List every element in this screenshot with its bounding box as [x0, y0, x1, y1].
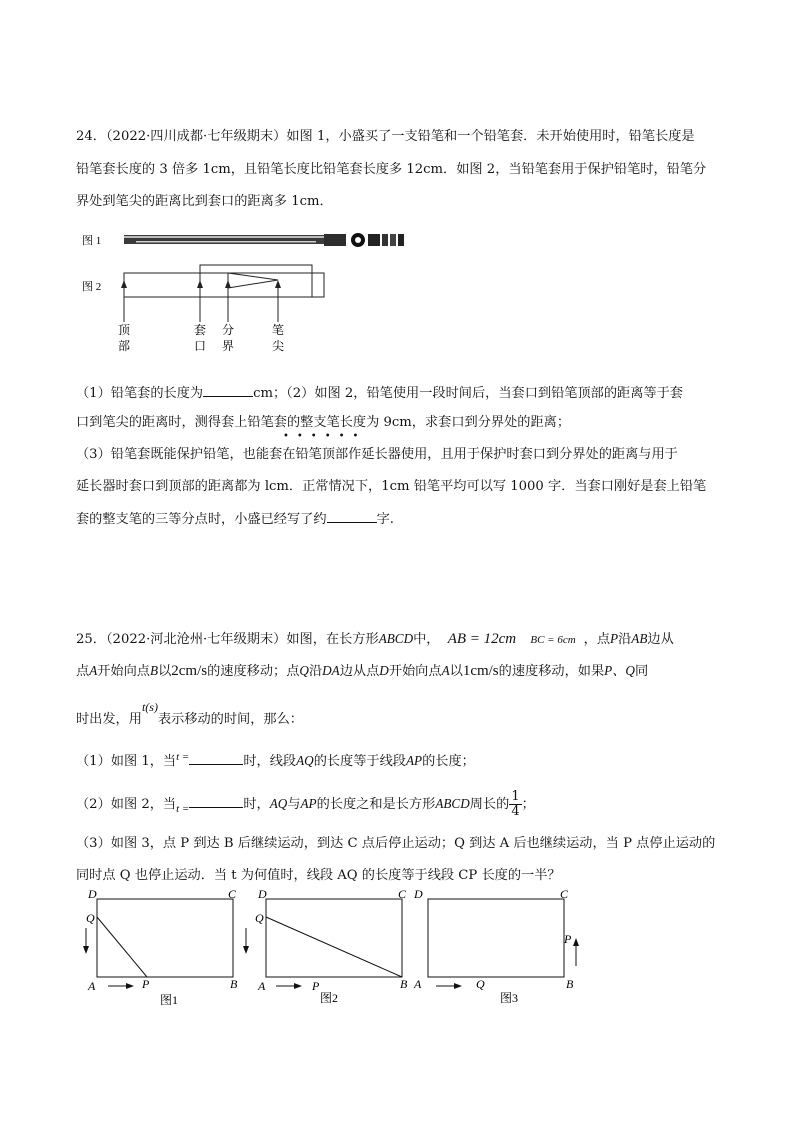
q24-part3-line-2: 延长器时套口到顶部的距离都为 lcm．正常情况下，1cm 铅笔平均可以写 1000 字．当套口刚好是套上铅笔	[76, 479, 707, 494]
arrow-up-icon	[573, 938, 579, 946]
label-boundary-1: 分	[222, 323, 235, 337]
fig2-label: 图 2	[82, 281, 102, 293]
vertex-p: P	[312, 979, 320, 993]
vertex-a: A	[88, 979, 96, 993]
q25-text: 中，	[413, 632, 440, 647]
q25-var: A	[89, 663, 98, 678]
arrow-boundary	[225, 280, 231, 322]
arrow-down-icon	[83, 946, 89, 954]
vertex-p: P	[564, 932, 572, 946]
pencil-photo	[124, 233, 404, 247]
q25-text: 边从	[647, 632, 674, 647]
q25-var: AQ	[296, 753, 314, 768]
pencil-sleeve	[200, 265, 312, 297]
q25-text: 时出发，用	[76, 712, 142, 727]
arrow-down-icon	[243, 946, 249, 954]
emphasis-dots: ••••••	[283, 431, 367, 442]
vertex-c: C	[228, 888, 237, 901]
fig1-label: 图 1	[82, 235, 102, 247]
q25-text: 周长的	[469, 797, 510, 812]
arrow-tip	[275, 280, 281, 322]
q24-line-3: 界处到笔尖的距离比到套口的距离多 1cm．	[76, 194, 333, 209]
vertex-c: C	[560, 888, 569, 901]
figure-1	[83, 888, 238, 1007]
q25-text: 点	[76, 664, 90, 679]
q25-text: 时，	[243, 797, 270, 812]
t-symbol: t(s)	[141, 700, 158, 714]
q25-answer-blank-1[interactable]	[189, 752, 243, 765]
q25-var: DA	[322, 663, 340, 678]
q24-part3-line-1: （3）铅笔套既能保护铅笔，也能套在铅笔顶部作延长器使用，且用于保护时套口到分界处的距离与用于	[76, 447, 678, 462]
q25-text: 的长度等于线段	[313, 754, 406, 769]
one-quarter-fraction: $\frac{1}{4}$	[511, 789, 520, 819]
vertex-a: A	[258, 979, 266, 993]
arrow-mouth	[197, 280, 203, 322]
q25-var: P、Q	[604, 663, 635, 678]
vertex-q: Q	[86, 911, 95, 925]
pencil-tip-shape	[228, 273, 278, 288]
vertex-b: B	[230, 977, 238, 991]
vertex-a: A	[414, 977, 422, 991]
q25-line-2	[76, 660, 648, 680]
caption-fig-3: 图3	[500, 991, 519, 1005]
q25-var: AQ	[269, 796, 288, 811]
q25-var: ABCD	[435, 796, 470, 811]
q25-text: 同	[634, 664, 649, 679]
q25-text: 的长度之和是长方形	[316, 797, 436, 812]
vertex-b: B	[566, 977, 574, 991]
vertex-d: D	[258, 888, 267, 901]
q24-line-1: 24．（2022·四川成都·七年级期末）如图 1，小盛买了一支铅笔和一个铅笔套．未开始使用时，铅笔长度是	[76, 129, 695, 144]
vertex-d: D	[414, 888, 423, 901]
caption-fig-1: 图1	[160, 993, 179, 1007]
vertex-b: B	[400, 977, 408, 991]
q25-text: （2）如图 2，当	[76, 797, 177, 812]
label-top-1: 顶	[118, 323, 131, 337]
q25-text: 的速度移动，如果	[498, 664, 605, 679]
q25-text: 沿	[618, 632, 632, 647]
t-equals: t =	[176, 751, 190, 763]
q24-part1-text-a: （1）铅笔套的长度为	[76, 386, 204, 401]
q25-text: 与	[287, 797, 301, 812]
q24-answer-blank-2[interactable]	[327, 510, 377, 523]
pencil-body	[124, 273, 324, 297]
q25-text: 沿	[308, 664, 323, 679]
q25-part3-line-2: 同时点 Q 也停止运动．当 t 为何值时，线段 AQ 的长度等于线段 CP 长度的一半？	[76, 868, 561, 883]
q25-text: 表示移动的时间，那么：	[157, 712, 303, 727]
q25-var: Q	[299, 663, 309, 678]
q25-text: ；	[521, 797, 535, 812]
q25-var: B	[150, 663, 159, 678]
q24-part3-text-b: 字.	[376, 512, 394, 527]
t-equals: t =	[176, 803, 190, 815]
speed-p: 2cm/s	[171, 663, 208, 679]
q25-line-3	[76, 700, 303, 727]
q24-part3-line-3	[76, 508, 394, 527]
q25-rect-name: ABCD	[378, 631, 414, 646]
q24-part2: 口到笔尖的距离时，测得套上铅笔套的整支笔长度为 9cm，求套口到分界处的距离；	[76, 415, 571, 430]
label-top-2: 部	[118, 339, 131, 353]
q24-part1	[76, 382, 683, 401]
vertex-d: D	[88, 888, 97, 901]
q25-var: AB	[631, 631, 648, 646]
q25-text: 的速度移动；点	[207, 664, 300, 679]
q25-text: ，点	[583, 632, 611, 647]
q25-var: D	[379, 663, 389, 678]
vertex-q: Q	[255, 911, 264, 925]
vertex-c: C	[398, 888, 407, 901]
q25-text: （1）如图 1，当	[76, 754, 177, 769]
q25-text: 时，线段	[243, 754, 297, 769]
q25-text: 25．（2022·河北沧州·七年级期末）如图，在长方形	[76, 632, 379, 647]
q25-var: AP	[406, 753, 423, 768]
q25-figures	[80, 888, 600, 1018]
q25-part3-line-1: （3）如图 3，点 P 到达 B 后继续运动，到达 C 点后停止运动；Q 到达 A 后也继续运动，当 P 点停止运动的	[76, 836, 716, 851]
label-boundary-2: 界	[222, 339, 235, 353]
arrow-right-icon	[126, 983, 134, 989]
caption-fig-2: 图2	[320, 991, 339, 1005]
q24-answer-blank-1[interactable]	[203, 384, 253, 397]
q25-text: 边从点	[339, 664, 380, 679]
figure-3	[413, 888, 579, 1005]
q25-var: A	[441, 663, 450, 678]
q25-text: 的长度；	[422, 754, 475, 769]
label-tip-2: 尖	[272, 339, 285, 353]
arrow-top	[121, 280, 127, 322]
label-mouth-2: 口	[194, 339, 207, 353]
q25-text: 以	[158, 664, 172, 679]
q25-part1	[76, 750, 475, 769]
label-tip-1: 笔	[272, 323, 285, 337]
q25-var: P	[610, 631, 619, 646]
label-mouth-1: 套	[194, 323, 207, 337]
q24-part3-text-a: 套的整支笔的三等分点时，小盛已经写了约	[76, 512, 327, 527]
ab-equation: AB = 12cm	[447, 631, 517, 647]
arrow-right-icon	[294, 983, 302, 989]
q25-text: 开始向点	[97, 664, 150, 679]
q25-text: 以	[449, 664, 463, 679]
q24-part1-text-b: cm；（2）如图 2，铅笔使用一段时间后，当套口到铅笔顶部的距离等于套	[253, 386, 683, 401]
q25-text: 开始向点	[388, 664, 442, 679]
figure-2	[243, 888, 408, 1005]
q25-answer-blank-2[interactable]	[189, 795, 243, 808]
q25-part2	[76, 790, 535, 819]
vertex-q: Q	[476, 977, 485, 991]
q24-figure	[76, 222, 436, 362]
vertex-p: P	[142, 977, 150, 991]
q24-line-2: 铅笔套长度的 3 倍多 1cm，且铅笔长度比铅笔套长度多 12cm．如图 2，当铅笔套用于保护铅笔时，铅笔分	[76, 162, 707, 177]
bc-equation: BC = 6cm	[530, 634, 576, 646]
speed-q: 1cm/s	[462, 663, 499, 679]
q25-var: AP	[300, 796, 317, 811]
arrow-right-icon	[454, 983, 462, 989]
q25-line-1	[76, 628, 674, 648]
